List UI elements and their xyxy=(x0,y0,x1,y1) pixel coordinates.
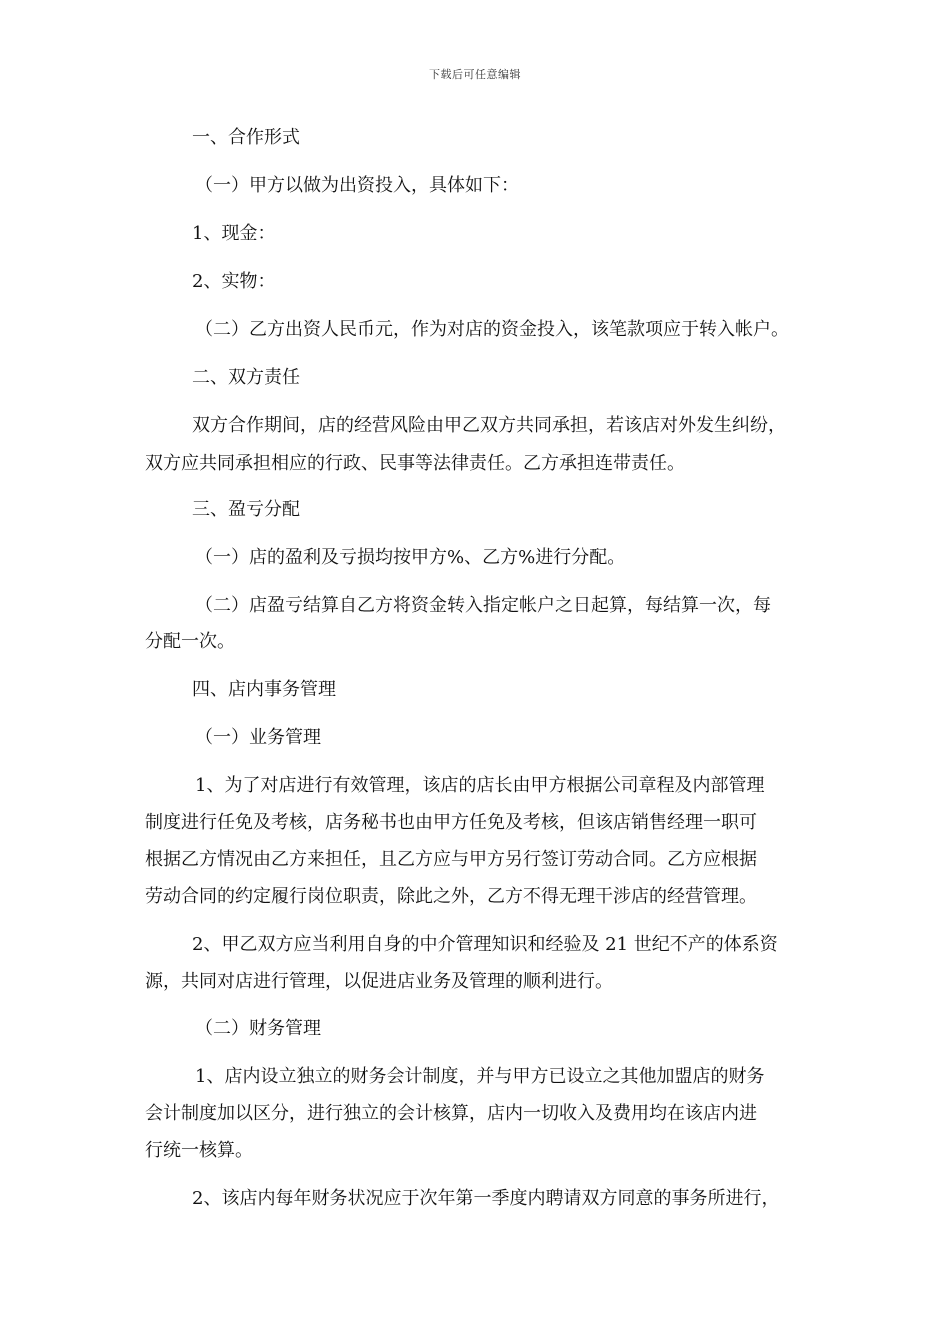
paragraph: 源，共同对店进行管理，以促进店业务及管理的顺利进行。 xyxy=(145,971,613,992)
paragraph: 制度进行任免及考核，店务秘书也由甲方任免及考核，但该店销售经理一职可 xyxy=(145,812,757,833)
paragraph: 1、店内设立独立的财务会计制度，并与甲方已设立之其他加盟店的财务 xyxy=(195,1066,765,1087)
subheading-financial-management: （二）财务管理 xyxy=(195,1018,321,1039)
section-heading-profit-loss: 三、盈亏分配 xyxy=(192,499,300,520)
page-header: 下载后可任意编辑 xyxy=(429,68,521,81)
paragraph: 1、为了对店进行有效管理，该店的店长由甲方根据公司章程及内部管理 xyxy=(195,775,765,796)
paragraph: 1、现金： xyxy=(192,223,276,244)
paragraph: （一）甲方以做为出资投入，具体如下： xyxy=(195,175,519,196)
section-heading-internal-affairs: 四、店内事务管理 xyxy=(192,679,336,700)
paragraph: 劳动合同的约定履行岗位职责，除此之外，乙方不得无理干涉店的经营管理。 xyxy=(145,886,757,907)
paragraph: （二）店盈亏结算自乙方将资金转入指定帐户之日起算，每结算一次，每 xyxy=(195,595,771,616)
paragraph: （一）店的盈利及亏损均按甲方%、乙方%进行分配。 xyxy=(195,547,626,568)
paragraph: 分配一次。 xyxy=(145,631,235,652)
section-heading-cooperation-form: 一、合作形式 xyxy=(192,127,300,148)
paragraph: 双方合作期间，店的经营风险由甲乙双方共同承担，若该店对外发生纠纷， xyxy=(192,415,786,436)
section-heading-responsibilities: 二、双方责任 xyxy=(192,367,300,388)
paragraph: 2、甲乙双方应当利用自身的中介管理知识和经验及 21 世纪不产的体系资 xyxy=(192,934,778,955)
paragraph: 双方应共同承担相应的行政、民事等法律责任。乙方承担连带责任。 xyxy=(145,453,685,474)
paragraph: 行统一核算。 xyxy=(145,1140,253,1161)
paragraph: （二）乙方出资人民币元，作为对店的资金投入，该笔款项应于转入帐户。 xyxy=(195,319,789,340)
paragraph: 会计制度加以区分，进行独立的会计核算，店内一切收入及费用均在该店内进 xyxy=(145,1103,757,1124)
subheading-business-management: （一）业务管理 xyxy=(195,727,321,748)
paragraph: 2、该店内每年财务状况应于次年第一季度内聘请双方同意的事务所进行， xyxy=(192,1188,780,1209)
paragraph: 2、实物： xyxy=(192,271,276,292)
paragraph: 根据乙方情况由乙方来担任，且乙方应与甲方另行签订劳动合同。乙方应根据 xyxy=(145,849,757,870)
